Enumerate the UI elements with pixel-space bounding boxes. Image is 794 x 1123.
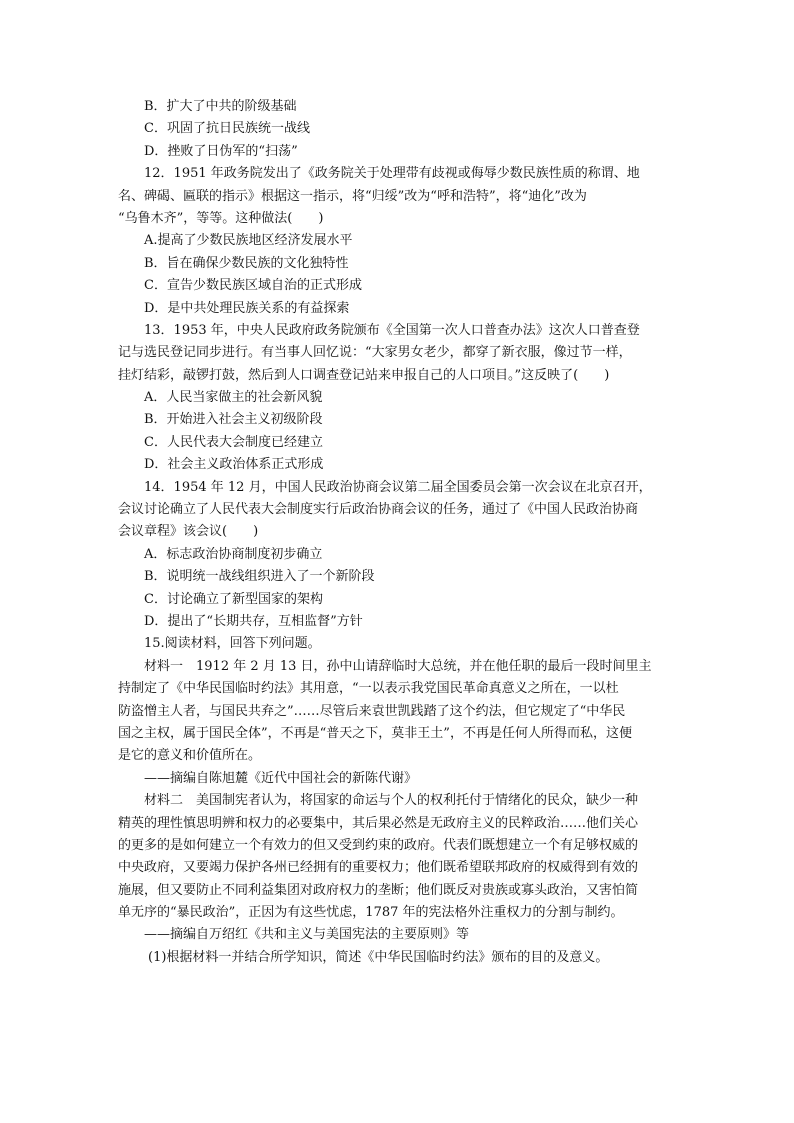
q12-option-a: A.提高了少数民族地区经济发展水平 xyxy=(144,233,353,249)
q12-stem-line: 12．1951 年政务院发出了《政务院关于处理带有歧视或侮辱少数民族性质的称谓、地 xyxy=(144,166,640,182)
q13-option-c: C．人民代表大会制度已经建立 xyxy=(144,434,323,450)
q13-option-d: D．社会主义政治体系正式形成 xyxy=(144,457,324,473)
exam-page xyxy=(118,96,678,969)
q12-option-b: B．旨在确保少数民族的文化独特性 xyxy=(144,255,349,271)
q15-material2-line: 的更多的是如何建立一个有效力的但又受到约束的政府。代表们既想建立一个有足够权威的 xyxy=(118,837,639,853)
q15-material2-line: 材料二 美国制宪者认为，将国家的命运与个人的权利托付于情绪化的民众，缺少一种 xyxy=(144,793,639,809)
q15-material1-line: 国之主权，属于国民全体”，不再是“普天之下，莫非王土”，不再是任何人所得而私，这便 xyxy=(118,725,632,741)
q13-stem-line: 挂灯结彩，敲锣打鼓，然后到人口调查登记站来申报自己的人口项目。”这反映了( ) xyxy=(118,367,610,383)
q12-stem-line: 名、碑碣、匾联的指示》根据这一指示，将“归绥”改为“呼和浩特”，将“迪化”改为 xyxy=(118,188,587,204)
q15-material2-line: 中央政府，又要竭力保护各州已经拥有的重要权力；他们既希望联邦政府的权威得到有效的 xyxy=(118,860,639,876)
q14-option-c: C．讨论确立了新型国家的架构 xyxy=(144,591,323,607)
q15-material2-line: 精英的理性慎思明辨和权力的必要集中，其后果必然是无政府主义的民粹政治……他们关心 xyxy=(118,815,639,831)
q13-stem-line: 记与选民登记同步进行。有当事人回忆说：“大家男女老少，都穿了新衣服，像过节一样， xyxy=(118,345,632,361)
q15-stem: 15.阅读材料，回答下列问题。 xyxy=(144,636,321,652)
q11-option-d: D．挫败了日伪军的“扫荡” xyxy=(144,143,298,159)
q11-option-c: C．巩固了抗日民族统一战线 xyxy=(144,121,310,137)
q15-material1-line: 材料一 1912 年 2 月 13 日，孙中山请辞临时大总统，并在他任职的最后一段时间里主 xyxy=(144,658,652,674)
q15-subquestion-1: (1)根据材料一并结合所学知识，简述《中华民国临时约法》颁布的目的及意义。 xyxy=(148,949,609,965)
q13-option-a: A．人民当家做主的社会新风貌 xyxy=(144,390,323,406)
q12-stem-line: “乌鲁木齐”，等等。这种做法( ) xyxy=(118,210,324,226)
q12-option-c: C．宣告少数民族区域自治的正式形成 xyxy=(144,278,362,294)
q14-option-d: D．提出了“长期共存，互相监督”方针 xyxy=(144,613,363,629)
q12-option-d: D．是中共处理民族关系的有益探索 xyxy=(144,300,350,316)
q15-material2-line: 单无序的“暴民政治”，正因为有这些忧虑，1787 年的宪法格外注重权力的分割与制约。 xyxy=(118,905,624,921)
q15-material1-line: 持制定了《中华民国临时约法》其用意，“一以表示我党国民革命真意义之所在，一以杜 xyxy=(118,681,619,697)
q14-stem-line: 会议章程》该会议( ) xyxy=(118,524,259,540)
q15-material2-line: 施展，但又要防止不同利益集团对政府权力的垄断；他们既反对贵族或寡头政治，又害怕简 xyxy=(118,882,639,898)
q14-option-b: B．说明统一战线组织进入了一个新阶段 xyxy=(144,569,375,585)
q14-stem-line: 会议讨论确立了人民代表大会制度实行后政治协商会议的任务，通过了《中国人民政治协商 xyxy=(118,502,639,518)
q15-material1-line: 是它的意义和价值所在。 xyxy=(118,748,262,764)
q13-stem-line: 13．1953 年，中央人民政府政务院颁布《全国第一次人口普查办法》这次人口普查登 xyxy=(144,322,640,338)
q15-source2: ——摘编自万绍红《共和主义与美国宪法的主要原则》等 xyxy=(144,927,470,943)
q15-material1-line: 防盗憎主人者，与国民共弃之”……尽管后来袁世凯践踏了这个约法，但它规定了“中华民 xyxy=(118,703,626,719)
q13-option-b: B．开始进入社会主义初级阶段 xyxy=(144,412,323,428)
q11-option-b: B．扩大了中共的阶级基础 xyxy=(144,99,297,114)
q15-source1: ——摘编自陈旭麓《近代中国社会的新陈代谢》 xyxy=(144,770,418,786)
q14-option-a: A．标志政治协商制度初步确立 xyxy=(144,546,323,562)
q14-stem-line: 14．1954 年 12 月，中国人民政治协商会议第二届全国委员会第一次会议在北京召开， xyxy=(144,479,652,495)
